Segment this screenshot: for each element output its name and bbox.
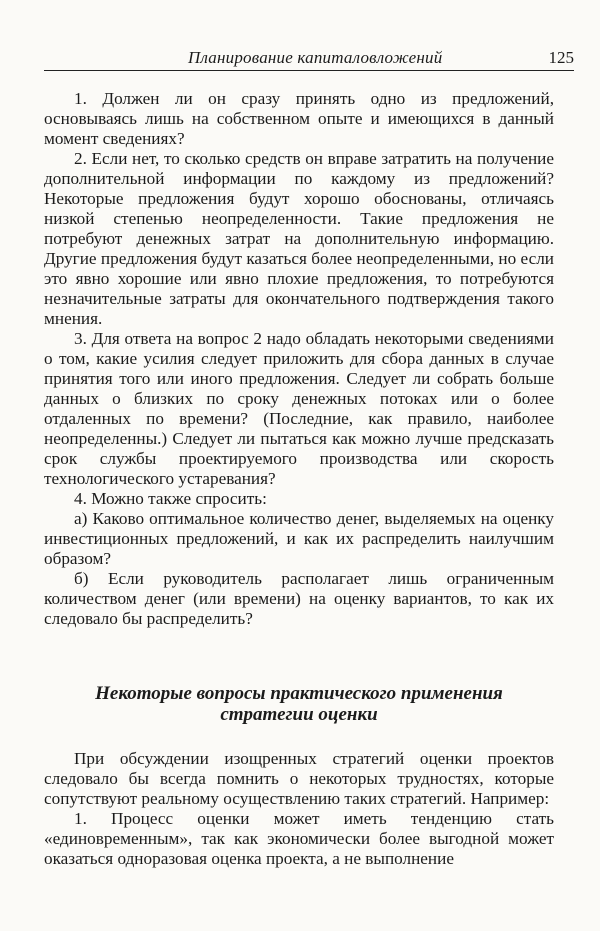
paragraph-difficulty-1: 1. Процесс оценки может иметь тенденцию стать «единовременным», так как экономически более выгодной может оказаться одноразовая оценка проекта, а не выполнение xyxy=(44,809,554,868)
paragraph-item-b: б) Если руководитель располагает лишь ограниченным количеством денег (или времени) на оценку вариантов, то как их следовало бы распределить? xyxy=(44,569,554,628)
paragraph-question-3: 3. Для ответа на вопрос 2 надо обладать некоторыми сведениями о том, какие усилия следует приложить для сбора данных в случае принятия того или иного предложения. Следует ли собрать больше данных о близких по сроку денежных потоках или о более отдаленных по времени? (Последние, как правило, наиболее неопределенны.) Следует ли пытаться как можно лучше предсказать срок службы проектируемого производства или скорость технологического устаревания? xyxy=(44,329,554,488)
section-heading-line-2: стратегии оценки xyxy=(220,704,378,725)
page-body xyxy=(44,89,554,869)
section-heading-line-1: Некоторые вопросы практического применения xyxy=(95,683,503,704)
running-title: Планирование капиталовложений xyxy=(188,48,443,67)
paragraph-question-2: 2. Если нет, то сколько средств он вправе затратить на получение дополнительной информации по каждому из предложений? Некоторые предложения будут хорошо обоснованы, отличаясь низкой степенью неопределенности. Такие предложения не потребуют денежных затрат на дополнительную информацию. Другие предложения будут казаться более неопределенными, но если это явно хорошие или явно плохие предложения, то потребуются незначительные затраты для окончательного подтверждения такого мнения. xyxy=(44,149,554,328)
paragraph-question-4: 4. Можно также спросить: xyxy=(74,489,267,508)
paragraph-intro: При обсуждении изощренных стратегий оценки проектов следовало бы всегда помнить о некоторых трудностях, которые сопутствуют реальному осуществлению таких стратегий. Например: xyxy=(44,749,554,808)
paragraph-question-1: 1. Должен ли он сразу принять одно из предложений, основываясь лишь на собственном опыте и имеющихся в данный момент сведениях? xyxy=(44,89,554,148)
page-header xyxy=(44,44,574,71)
section-heading xyxy=(44,683,554,725)
paragraph-item-a: а) Каково оптимальное количество денег, выделяемых на оценку инвестиционных предложений, и как их распределить наилучшим образом? xyxy=(44,509,554,568)
page-number: 125 xyxy=(548,48,574,67)
